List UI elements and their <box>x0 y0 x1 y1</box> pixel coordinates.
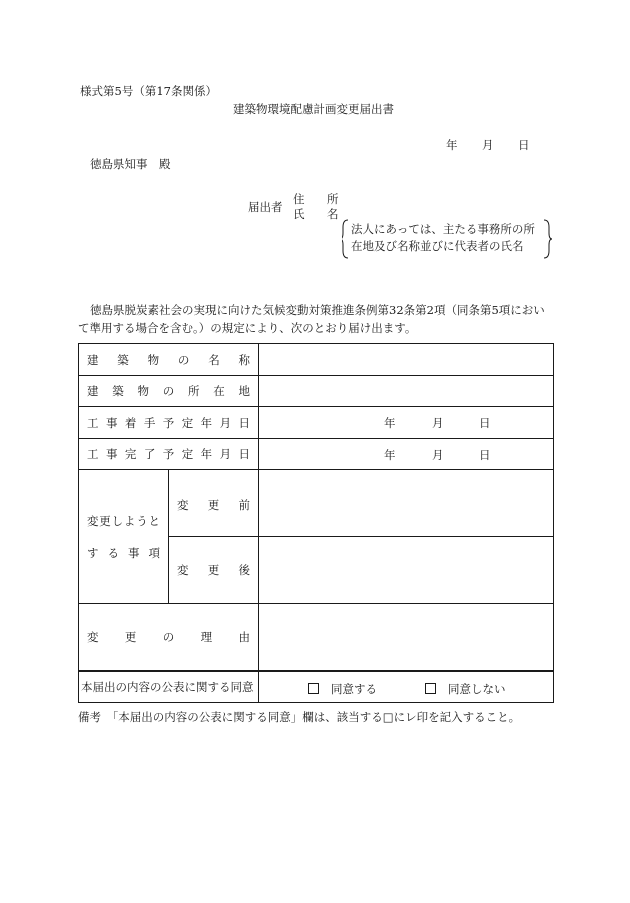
char: 定 <box>181 447 194 461</box>
consent-no-label: 同意しない <box>448 681 506 696</box>
char: 所 <box>188 384 200 398</box>
row-change-reason <box>79 604 554 671</box>
remarks-note: 備考 「本届出の内容の公表に関する同意」欄は、該当する□にレ印を記入すること。 <box>78 710 521 724</box>
consent-yes-label: 同意する <box>331 681 377 696</box>
char: 定 <box>181 415 194 430</box>
char: 事 <box>105 447 118 461</box>
char: 建 <box>87 384 99 398</box>
corporation-note-line1: 法人にあっては、主たる事務所の所 <box>351 222 535 236</box>
char: 了 <box>143 447 156 461</box>
char: 更 <box>99 513 111 528</box>
char: 更 <box>207 563 220 577</box>
row-building-location <box>79 376 554 407</box>
char: 項 <box>148 545 160 560</box>
char: 築 <box>112 384 124 398</box>
char: 在 <box>213 384 225 398</box>
char: 月 <box>219 447 232 461</box>
char: 変 <box>177 498 189 512</box>
building-location-label <box>79 376 259 407</box>
before-change-label <box>169 470 259 537</box>
consent-no-option[interactable] <box>425 681 506 697</box>
char: し <box>111 513 124 528</box>
char: 予 <box>162 447 175 461</box>
char: う <box>136 513 148 528</box>
char: 年 <box>200 415 213 430</box>
char: 完 <box>124 447 137 461</box>
building-location-field[interactable] <box>259 376 554 407</box>
building-name-field[interactable] <box>259 344 554 376</box>
body-text-line2: て準用する場合を含む。）の規定により、次のとおり届け出ます。 <box>78 321 417 335</box>
char: 更 <box>207 498 220 512</box>
char: す <box>87 545 99 560</box>
change-reason-label <box>79 604 259 671</box>
address-label-1: 住 <box>293 192 305 206</box>
address-label-2: 所 <box>327 192 339 206</box>
char: 変 <box>87 513 99 528</box>
consent-yes-option[interactable] <box>308 681 377 697</box>
notification-table <box>78 343 554 703</box>
start-month: 月 <box>432 416 444 430</box>
start-date-field[interactable] <box>259 407 554 439</box>
form-title: 建築物環境配慮計画変更届出書 <box>233 102 394 116</box>
date-year-label: 年 <box>446 138 458 152</box>
char: 更 <box>124 629 137 644</box>
char: と <box>148 513 160 528</box>
char: 工 <box>87 415 99 430</box>
after-change-field[interactable] <box>259 537 554 604</box>
consent-options <box>259 671 554 703</box>
char: 年 <box>200 447 213 461</box>
char: の <box>162 384 175 398</box>
char: 着 <box>124 415 137 430</box>
char: 称 <box>238 352 250 367</box>
corporation-note <box>342 219 552 259</box>
date-day-label: 日 <box>518 138 530 152</box>
end-date-field[interactable] <box>259 439 554 470</box>
char: 理 <box>200 629 213 644</box>
char: 由 <box>238 629 250 644</box>
end-day: 日 <box>479 448 491 462</box>
row-building-name <box>79 344 554 376</box>
body-text-line1: 徳島県脱炭素社会の実現に向けた気候変動対策推進条例第32条第2項（同条第5項におい <box>90 303 545 317</box>
char: 予 <box>162 415 175 430</box>
consent-label: 本届出の内容の公表に関する同意 <box>79 671 259 703</box>
start-year: 年 <box>384 416 396 430</box>
char: 物 <box>147 352 160 367</box>
name-label-1: 氏 <box>293 207 305 221</box>
form-number: 様式第5号（第17条関係） <box>80 84 217 98</box>
char: の <box>162 629 175 644</box>
char: 後 <box>238 563 250 577</box>
char: 名 <box>208 352 220 367</box>
char: 前 <box>238 498 250 512</box>
char: 変 <box>177 563 189 577</box>
char: 建 <box>87 352 99 367</box>
char: 築 <box>117 352 129 367</box>
corporation-note-line2: 在地及び名称並びに代表者の氏名 <box>351 239 524 253</box>
addressee: 徳島県知事 殿 <box>90 157 171 171</box>
start-day: 日 <box>479 416 491 430</box>
char: 変 <box>87 629 99 644</box>
char: 日 <box>238 447 250 461</box>
end-month: 月 <box>432 448 444 462</box>
row-before-change <box>79 470 554 537</box>
consent-no-checkbox[interactable] <box>425 683 436 694</box>
char: 事 <box>128 545 140 560</box>
building-name-label <box>79 344 259 376</box>
end-date-label <box>79 439 259 470</box>
after-change-label <box>169 537 259 604</box>
char: 手 <box>143 415 156 430</box>
change-reason-field[interactable] <box>259 604 554 671</box>
char: よ <box>123 513 136 528</box>
row-start-date <box>79 407 554 439</box>
row-consent <box>79 671 554 703</box>
char: 物 <box>137 384 149 398</box>
char: 工 <box>87 447 99 461</box>
row-end-date <box>79 439 554 470</box>
end-year: 年 <box>384 448 396 462</box>
char: の <box>177 352 190 367</box>
name-label-2: 名 <box>327 207 339 221</box>
char: 日 <box>238 415 250 430</box>
date-month-label: 月 <box>482 138 494 152</box>
char: 月 <box>219 415 232 430</box>
consent-yes-checkbox[interactable] <box>308 683 319 694</box>
applicant-label: 届出者 <box>248 200 283 214</box>
change-item-label <box>79 470 169 604</box>
before-change-field[interactable] <box>259 470 554 537</box>
char: 事 <box>105 415 118 430</box>
start-date-label <box>79 407 259 439</box>
char: 地 <box>238 384 250 398</box>
char: る <box>107 545 119 560</box>
